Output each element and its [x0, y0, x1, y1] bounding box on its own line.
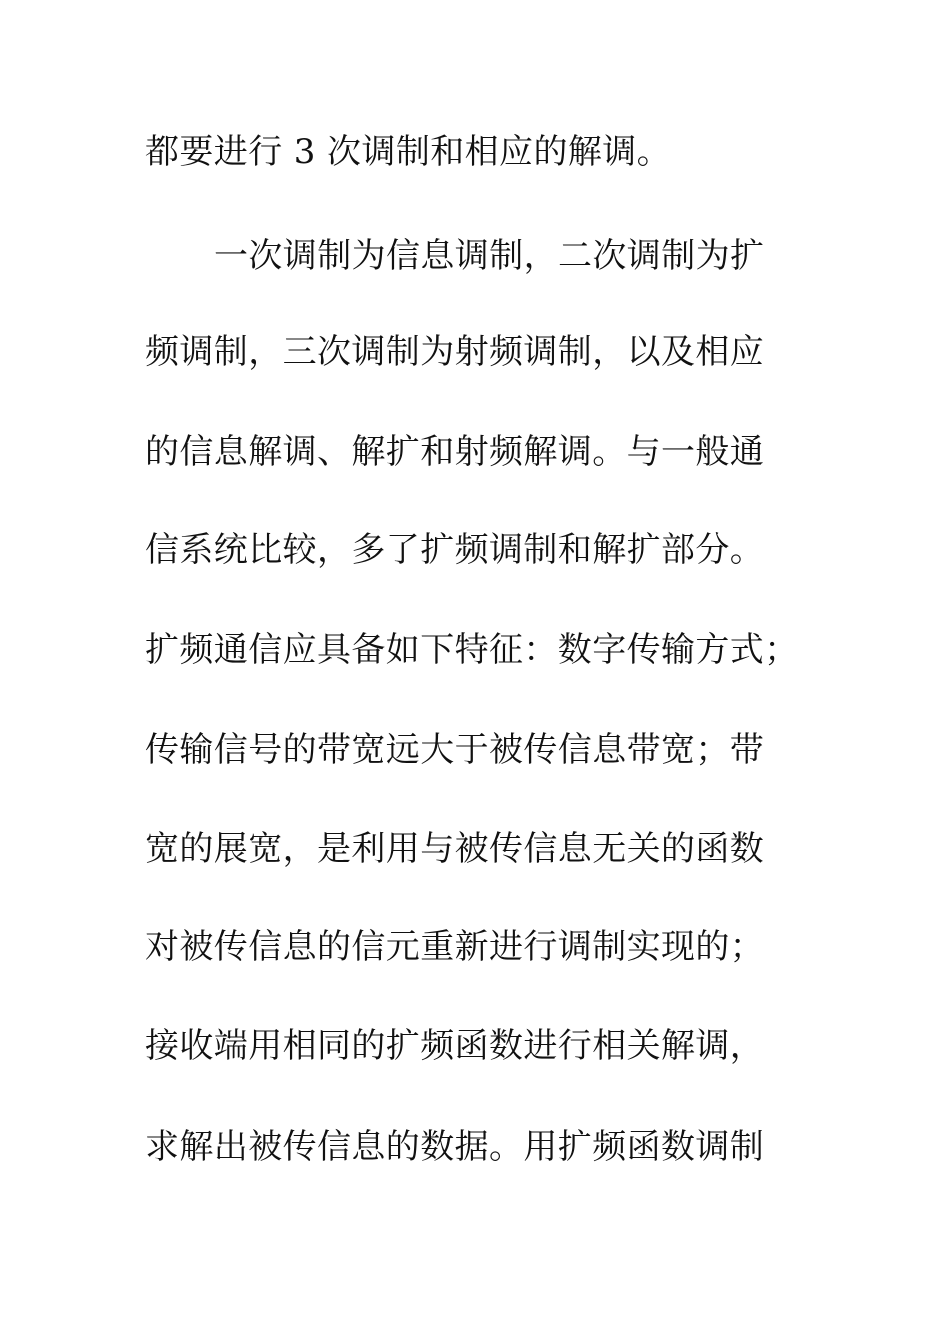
text-line-8: 宽的展宽，是利用与被传信息无关的函数: [145, 829, 765, 869]
text-line-3: 频调制，三次调制为射频调制，以及相应: [145, 332, 765, 372]
text-line-2: 一次调制为信息调制，二次调制为扩: [214, 236, 765, 276]
text-line-6: 扩频通信应具备如下特征：数字传输方式；: [145, 630, 799, 670]
text-line-5: 信系统比较，多了扩频调制和解扩部分。: [145, 530, 765, 570]
text-line-7: 传输信号的带宽远大于被传信息带宽；带: [145, 730, 765, 770]
text-line-1: 都要进行 3 次调制和相应的解调。: [145, 132, 672, 172]
text-line-10: 接收端用相同的扩频函数进行相关解调，: [145, 1026, 765, 1066]
text-line-4: 的信息解调、解扩和射频解调。与一般通: [145, 432, 765, 472]
text-line-9: 对被传信息的信元重新进行调制实现的；: [145, 927, 765, 967]
text-line-11: 求解出被传信息的数据。用扩频函数调制: [145, 1127, 765, 1167]
